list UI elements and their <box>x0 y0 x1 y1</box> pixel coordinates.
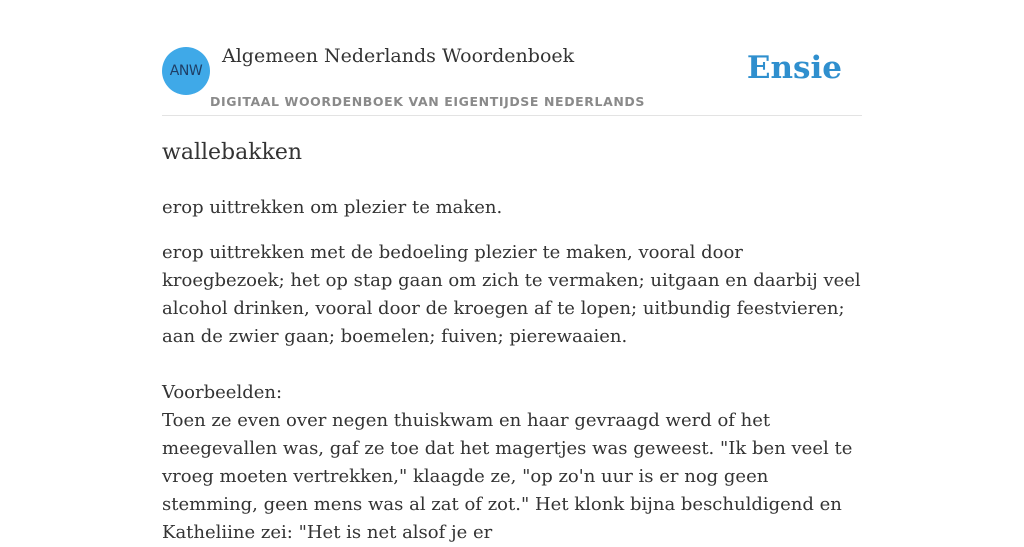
spacer <box>162 351 862 379</box>
site-title[interactable]: Algemeen Nederlands Woordenboek <box>222 45 575 67</box>
ensie-brand-logo[interactable]: Ensie <box>746 50 842 86</box>
logo-text: ANW <box>169 63 203 79</box>
long-definition: erop uittrekken met de bedoeling plezier te maken, vooral door kroegbezoek; het op stap gaan om zich te vermaken; uitgaan en daarbij veel alcohol drinken, vooral door de kroegen af te lopen; uitbundig feestvieren; aan de zwier gaan; boemelen; fuiven; pierewaaien. <box>162 242 861 347</box>
short-definition: erop uittrekken om plezier te maken. <box>162 197 503 218</box>
anw-logo[interactable] <box>162 47 210 95</box>
examples-label: Voorbeelden: <box>162 382 283 403</box>
site-subtitle: DIGITAAL WOORDENBOEK VAN EIGENTIJDSE NEDERLANDS <box>210 94 646 109</box>
example-text: Toen ze even over negen thuiskwam en haar gevraagd werd of het meegevallen was, gaf ze toe dat het magertjes was geweest. "Ik ben veel te vroeg moeten vertrekken," klaagde ze, "op zo'n uur is er nog geen stemming, geen mens was al zat of zot." Het klonk bijna beschuldigend en Katheliine zei: "Het is net alsof je er <box>162 410 853 543</box>
definition-body <box>162 239 862 547</box>
page <box>162 0 862 543</box>
site-header <box>162 0 862 116</box>
entry-word: wallebakken <box>162 140 303 165</box>
